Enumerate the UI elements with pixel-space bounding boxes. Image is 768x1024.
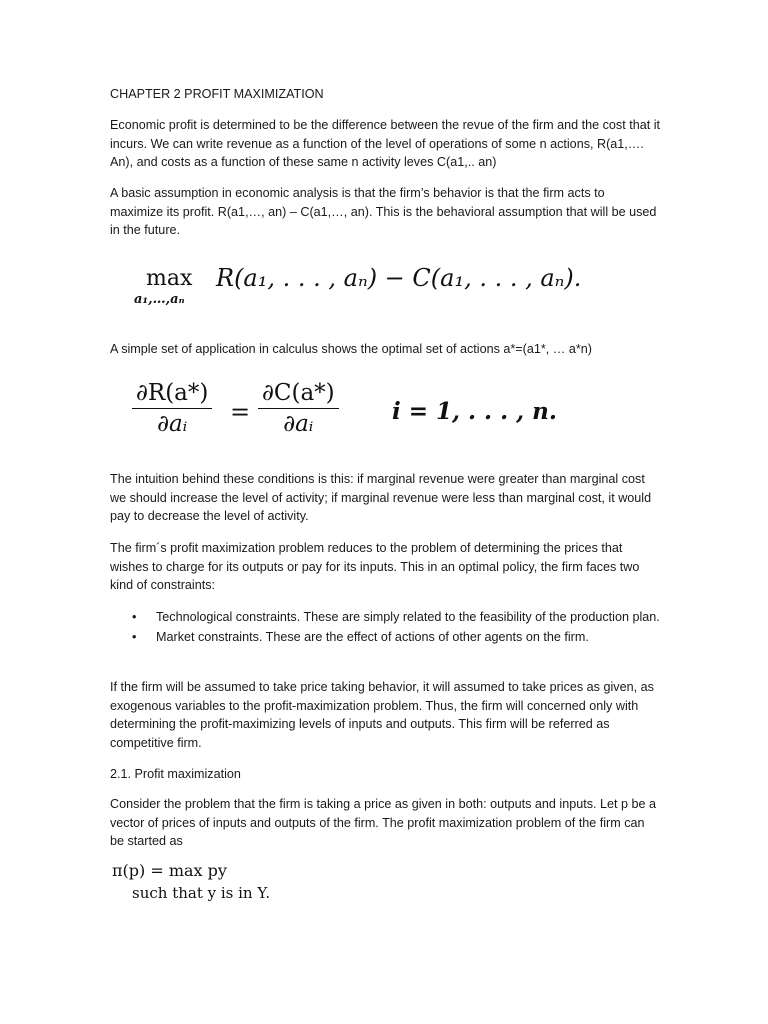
paragraph-profit-problem: Consider the problem that the firm is taking a price as given in both: outputs and inputs. Let p be a vector of prices of inputs and outputs of the firm. The profit maximization problem of the firm can be started as xyxy=(110,797,657,848)
equation-max-operator: max xyxy=(146,266,193,291)
chapter-title: CHAPTER 2 PROFIT MAXIMIZATION xyxy=(110,87,324,101)
equation-profit-function xyxy=(112,860,412,908)
paragraph-price-taking: If the firm will be assumed to take price taking behavior, it will assumed to take prices as given, as exogenous variables to the profit-maximization problem. Thus, the firm will concerned only with determining the profit-maximizing levels of inputs and outputs. This firm will be referred as competitive firm. xyxy=(110,680,654,750)
list-item-text: Market constraints. These are the effect of actions of other agents on the firm. xyxy=(156,629,589,644)
fraction-numerator: ∂C(a*) xyxy=(258,380,339,409)
list-item xyxy=(110,628,660,647)
paragraph-calculus-application: A simple set of application in calculus shows the optimal set of actions a*=(a1*, … a*n) xyxy=(110,342,592,356)
list-item xyxy=(110,608,660,627)
fraction-numerator: ∂R(a*) xyxy=(132,380,212,409)
bullet-icon: • xyxy=(132,629,137,644)
list-item-text: Technological constraints. These are simply related to the feasibility of the production plan. xyxy=(156,610,660,624)
paragraph-basic-assumption: A basic assumption in economic analysis is that the firm’s behavior is that the firm acts to maximize its profit. R(a1,…, an) – C(a1,…, an). This is the behavioral assumption that will be used in the future. xyxy=(110,186,657,237)
paragraph-profit-definition: Economic profit is determined to be the difference between the revue of the firm and the cost that it incurs. We can write revenue as a function of the level of operations of some n actions, R(a1,…. An), and costs as a function of these same n activity leves C(a1,.. an) xyxy=(110,118,661,169)
equation-max-subscript: a₁,…,aₙ xyxy=(134,292,185,307)
equation-first-order-condition xyxy=(132,380,562,452)
equals-sign: = xyxy=(230,398,251,426)
section-heading: 2.1. Profit maximization xyxy=(110,767,241,781)
equation-max-profit xyxy=(134,266,584,312)
fraction-denominator: ∂aᵢ xyxy=(157,411,188,437)
paragraph-intuition: The intuition behind these conditions is this: if marginal revenue were greater than marginal cost we should increase the level of activity; if marginal revenue were less than marginal cost, it would pay to decrease the level of activity. xyxy=(110,472,652,523)
fraction-denominator: ∂aᵢ xyxy=(283,411,314,437)
bullet-icon: • xyxy=(132,610,137,624)
equation-constraint: such that y is in Y. xyxy=(132,884,271,902)
equation-revenue-minus-cost: R(a₁, . . . , aₙ) − C(a₁, . . . , aₙ). xyxy=(216,264,582,292)
equation-index-range: i = 1, . . . , n. xyxy=(392,398,557,425)
constraints-list xyxy=(110,608,660,646)
equation-profit-definition: π(p) = max py xyxy=(112,861,227,880)
fraction-marginal-cost xyxy=(258,380,339,437)
fraction-marginal-revenue xyxy=(132,380,212,437)
paragraph-constraints-intro: The firm´s profit maximization problem reduces to the problem of determining the prices that wishes to charge for its outputs or pay for its inputs. This in an optimal policy, the firm faces two kind of constraints: xyxy=(110,541,640,592)
